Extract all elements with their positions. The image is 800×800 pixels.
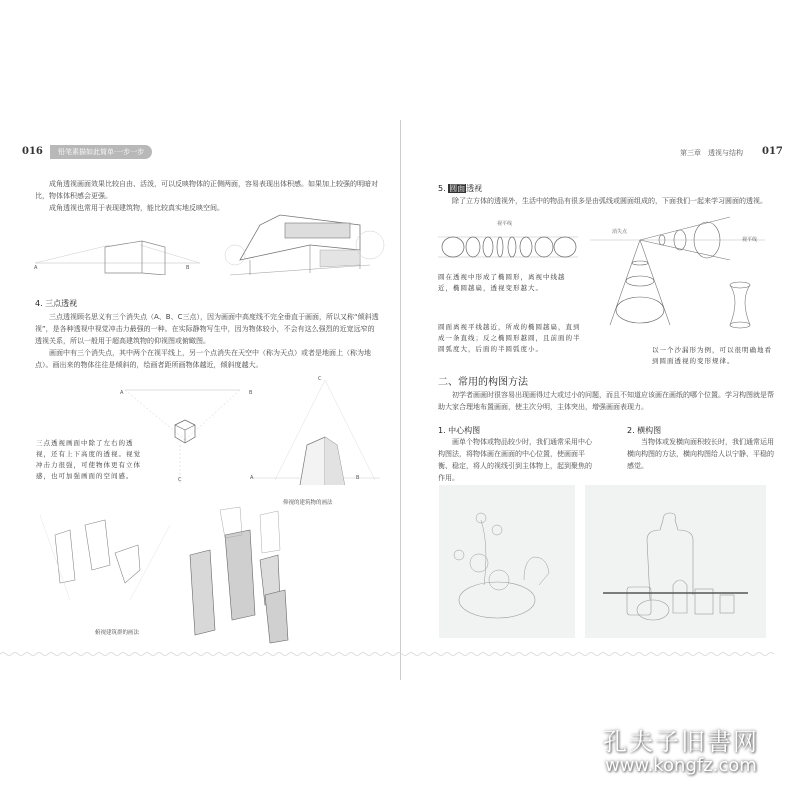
- vp-label-a-right: A: [250, 475, 254, 481]
- horizontal-composition-panel: [585, 485, 766, 638]
- center-composition-panel: [439, 485, 575, 638]
- page-gutter: [400, 120, 401, 680]
- vp-label-a: A: [120, 390, 124, 396]
- caption-downward-buildings: 俯视建筑群的画法: [95, 630, 140, 636]
- section-4-paragraph: 画面中有三个消失点，其中两个在视平线上，另一个点消失在天空中（称为天点）或者是地面上（称为地点）。画出来的物体往往是倾斜的，绘画者距所画物体越近，倾斜度越大。: [35, 349, 371, 369]
- book-title-banner: 铅笔素描如此简单·一步一步: [50, 145, 152, 159]
- right-page-number: 017: [762, 146, 783, 157]
- vp-label-b: B: [249, 390, 253, 396]
- section-5-highlight: 圆面: [449, 184, 466, 193]
- section-4-paragraph: 三点透视顾名思义有三个消失点（A、B、C三点），因为画面中高度线不完全垂直于画面，所以又称“倾斜透视”，是各种透视中视觉冲击力最强的一种。在实际静物写生中，因为物体较小，不会有这么强烈的近宽远窄的透视关系，所以一般用于超高建筑物的仰视图或俯瞰图。: [35, 313, 379, 345]
- building-sketch: [210, 205, 390, 290]
- vanishing-point-label: 消失点: [612, 229, 628, 235]
- downward-city-sketch: [170, 505, 320, 645]
- horizontal-composition-text: 当物体或发横向面积较长时，我们通常运用横向构图的方法，横向构图给人以宁静、平稳的感觉。: [627, 438, 774, 470]
- still-life-sketch: [585, 485, 766, 638]
- handwritten-note: 三点透视画面中除了左右的透视，还有上下高度的透视。视觉冲击力很强，可使物体更有立体感，也可加强画面的空间感。: [36, 439, 141, 480]
- downward-boxes-sketch: [30, 505, 180, 605]
- flower-cat-sketch: [439, 485, 575, 638]
- center-composition-title: 1. 中心构图: [438, 426, 481, 435]
- circle-note-1: 圆在透视中形成了椭圆形，离视中线越近，椭圆越扁，透视变形越大。: [438, 273, 566, 292]
- circle-note-2: 圆面离视平线越近，所成的椭圆越扁，直到成一条直线；反之椭圆形越圆，且前面的半圆弧度大，后面的半圆弧度小。: [438, 323, 581, 353]
- wavy-divider: [0, 650, 800, 658]
- horizon-label-right: 视平线: [742, 237, 758, 243]
- horizon-label-left: 视平线: [497, 221, 513, 227]
- section-4-text: [35, 311, 380, 371]
- section-4-title: 4. 三点透视: [35, 299, 78, 308]
- section-5-prefix: 5.: [438, 184, 449, 193]
- composition-section-title: 二、常用的构图方法: [438, 377, 528, 388]
- vp-label-c: C: [178, 477, 182, 483]
- vp-label-b-right: B: [356, 475, 360, 481]
- left-page-number: 016: [22, 146, 43, 157]
- ellipse-sequence-diagram: [438, 225, 578, 265]
- upward-building-diagram: [245, 375, 385, 485]
- watermark-url: www.kongfz.com: [605, 755, 757, 776]
- two-point-box-diagram: [30, 225, 210, 275]
- composition-paragraph: 初学者画画时很容易出现画得过大或过小的问题，而且不知道应该画在画纸的哪个位置。学习构图就是帮助大家合理地布置画面，使主次分明，主体突出，增强画面表现力。: [438, 391, 774, 411]
- intro-paragraph: 成角透视画面效果比较自由、活泼，可以反映物体的正侧两面，容易表现出体积感。如果加上较强的明暗对比，物体体积感会更强。: [35, 180, 378, 200]
- caption-upward-building: 仰视的建筑物的画法: [283, 500, 333, 506]
- vp-label-c-top: C: [318, 376, 322, 382]
- center-composition-text: 画单个物体或物品较少时，我们通常采用中心构图法，将物体画在画面的中心位置，使画面平衡、稳定，将人的视线引到主体物上，起到聚焦的作用。: [438, 438, 592, 482]
- vp-label-a: A: [34, 265, 38, 271]
- section-5-title: [438, 183, 482, 194]
- vp-label-b: B: [186, 265, 190, 271]
- watermark-title: 孔夫子旧書网: [603, 728, 759, 756]
- horizontal-composition-title: 2. 横构图: [627, 426, 662, 435]
- chapter-title: 第三章 透视与结构: [680, 149, 743, 157]
- section-5-suffix: 透视: [466, 184, 483, 193]
- intro-paragraph: 成角透视也常用于表现建筑物，能比较真实地反映空间。: [49, 204, 224, 212]
- section-5-paragraph: 除了立方体的透视外，生活中的物品有很多是由弧线或圆面组成的，下面我们一起来学习圆面的透视。: [452, 197, 767, 205]
- hourglass-note: 以一个沙漏形为例，可以很明确地看到圆面透视的变形规律。: [652, 346, 772, 365]
